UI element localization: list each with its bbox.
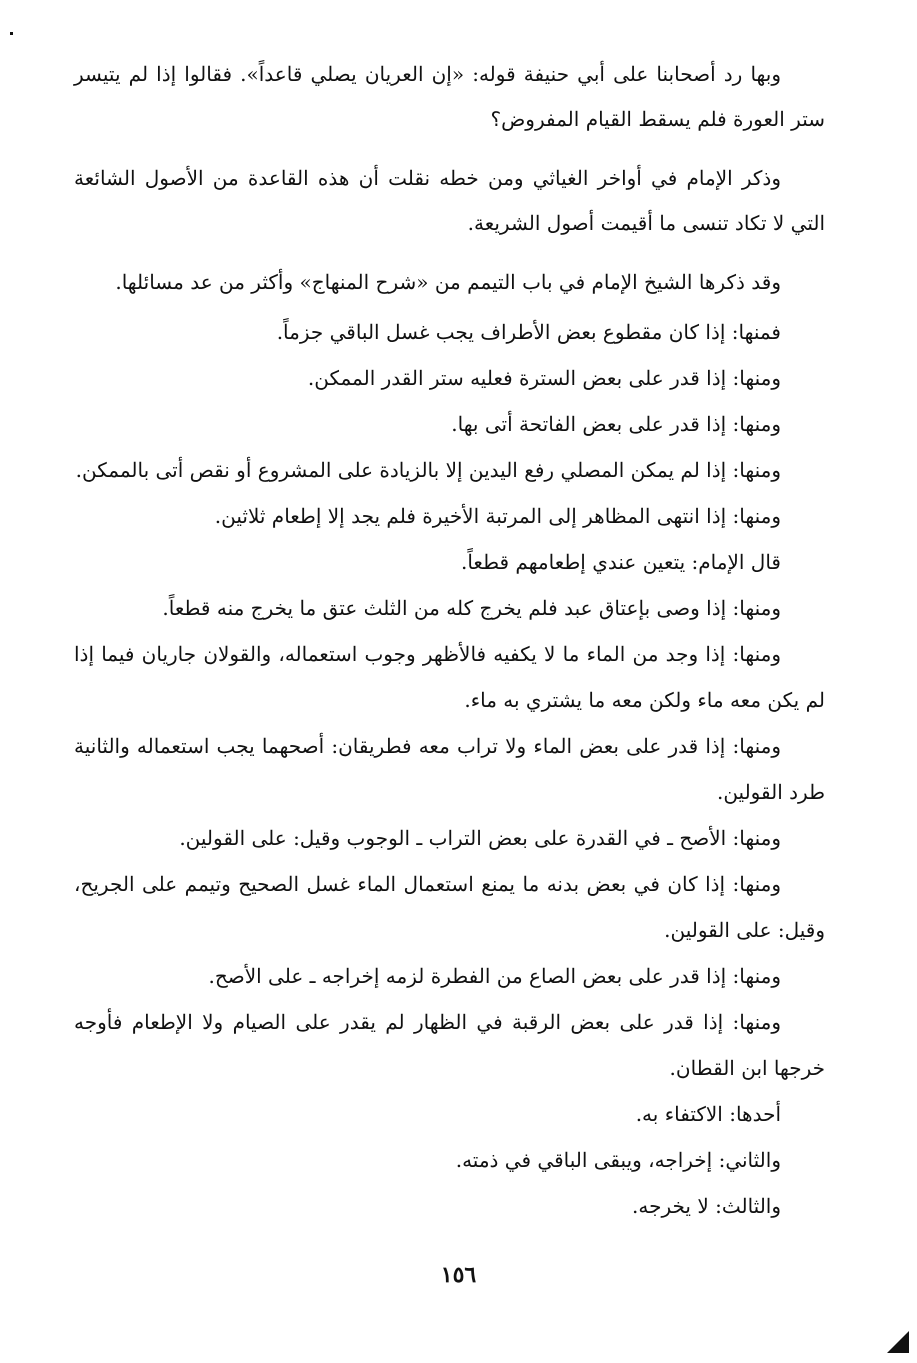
list-item: ومنها: إذا كان في بعض بدنه ما يمنع استعمال الماء غسل الصحيح وتيمم على الجريح، وقيل: على القولين.: [74, 872, 825, 942]
page-body: [74, 52, 825, 1229]
list-item: ومنها: إذا قدر على بعض الفاتحة أتى بها.: [451, 412, 781, 436]
list-item: ومنها: إذا قدر على بعض السترة فعليه ستر القدر الممكن.: [307, 366, 781, 390]
list-item: أحدها: الاكتفاء به.: [635, 1102, 781, 1126]
list-item: ومنها: إذا قدر على بعض الرقبة في الظهار لم يقدر على الصيام ولا الإطعام فأوجه خرجها ابن القطان.: [74, 1010, 825, 1080]
paragraph-2: وذكر الإمام في أواخر الغياثي ومن خطه نقلت أن هذه القاعدة من الأصول الشائعة التي لا تكاد تنسى ما أقيمت أصول الشريعة.: [74, 166, 825, 235]
paragraph-1: وبها رد أصحابنا على أبي حنيفة قوله: «إن العريان يصلي قاعداً». فقالوا إذا لم يتيسر ستر العورة فلم يسقط القيام المفروض؟: [74, 62, 825, 131]
list-item: فمنها: إذا كان مقطوع بعض الأطراف يجب غسل الباقي جزماً.: [276, 320, 781, 344]
list-item: ومنها: الأصح ـ في القدرة على بعض التراب ـ الوجوب وقيل: على القولين.: [179, 826, 781, 850]
list-item: ومنها: إذا وصى بإعتاق عبد فلم يخرج كله من الثلث عتق ما يخرج منه قطعاً.: [162, 596, 781, 620]
list-item: ومنها: إذا وجد من الماء ما لا يكفيه فالأظهر وجوب استعماله، والقولان جاريان فيما إذا لم يكن معه ماء ولكن معه ما يشتري به ماء.: [74, 642, 825, 712]
scan-speck: [10, 32, 13, 35]
page-corner-mark: [887, 1331, 909, 1353]
list-item: ومنها: إذا لم يمكن المصلي رفع اليدين إلا بالزيادة على المشروع أو نقص أتى بالممكن.: [75, 458, 781, 482]
list-item: ومنها: إذا قدر على بعض الماء ولا تراب معه فطريقان: أصحهما يجب استعماله والثانية طرد القولين.: [74, 734, 825, 804]
page-number: ١٥٦: [440, 1262, 477, 1288]
list-item: قال الإمام: يتعين عندي إطعامهم قطعاً.: [460, 550, 781, 574]
list-item: والثالث: لا يخرجه.: [632, 1194, 781, 1218]
paragraph-3: وقد ذكرها الشيخ الإمام في باب التيمم من «شرح المنهاج» وأكثر من عد مسائلها.: [115, 270, 781, 294]
list-item: ومنها: إذا انتهى المظاهر إلى المرتبة الأخيرة فلم يجد إلا إطعام ثلاثين.: [214, 504, 781, 528]
list-item: والثاني: إخراجه، ويبقى الباقي في ذمته.: [455, 1148, 781, 1172]
list-item: ومنها: إذا قدر على بعض الصاع من الفطرة لزمه إخراجه ـ على الأصح.: [208, 964, 781, 988]
